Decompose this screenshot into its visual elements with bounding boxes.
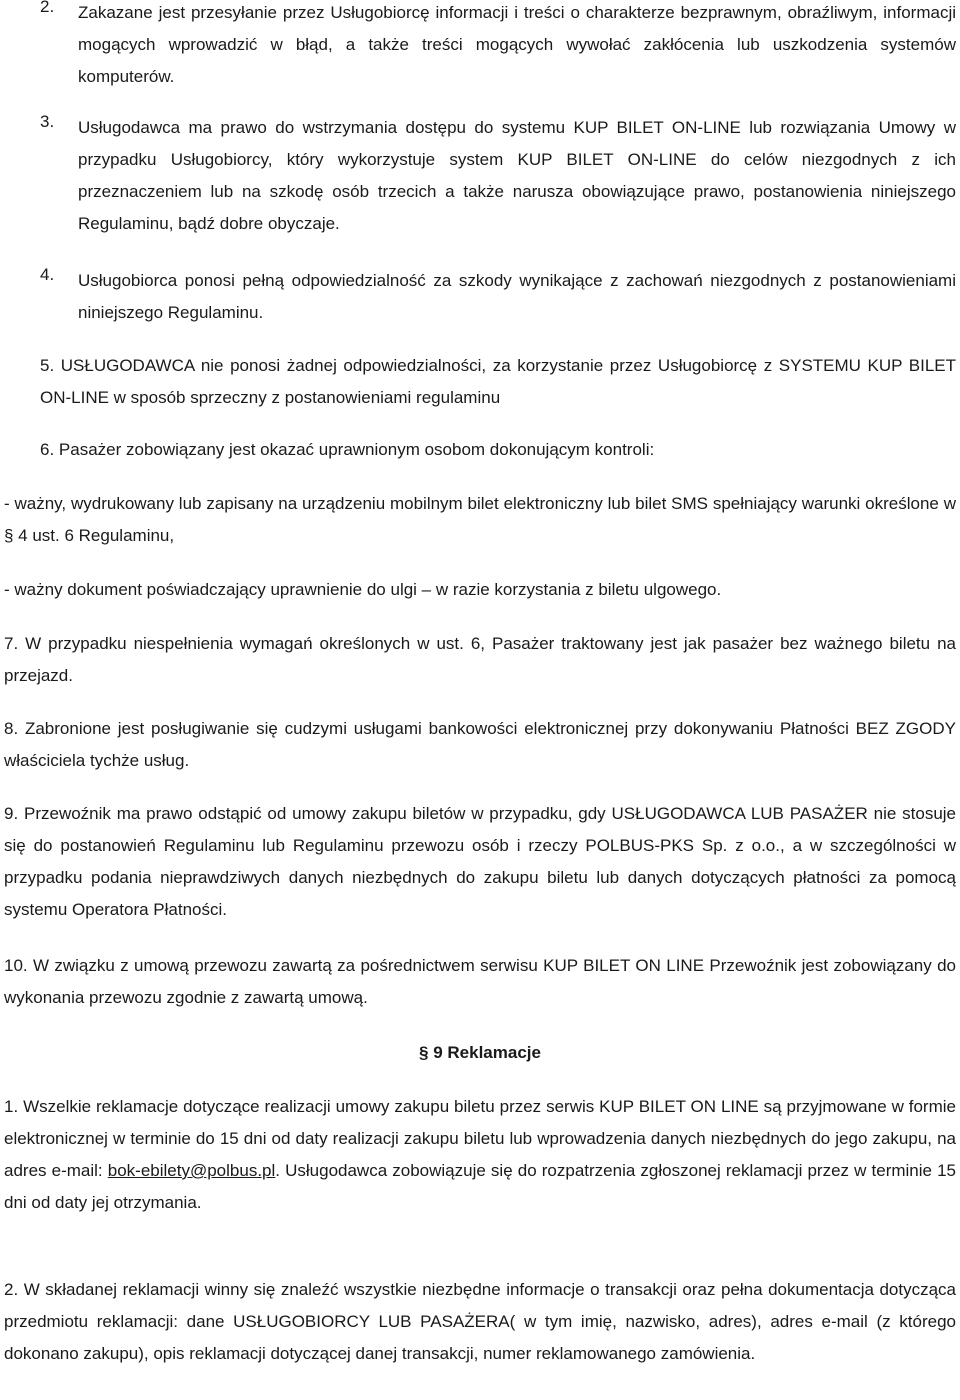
item-4-text: Usługobiorca ponosi pełną odpowiedzialność za szkody wynikające z zachowań niezgodnych z postanowieniami niniejszego Regulaminu.: [78, 271, 956, 322]
item-3-number: 3.: [40, 112, 55, 131]
complaint-rule-2: 2. W składanej reklamacji winny się znaleźć wszystkie niezbędne informacje o transakcji oraz pełna dokumentacja dotycząca przedmiotu reklamacji: dane USŁUGOBIORCY LUB PASAŻERA( w tym imię, nazwisko, adres), adres e-mail (z którego dokonano zakupu), opis reklamacji dotyczącej danej transakcji, numer reklamowanego zamówienia.: [4, 1280, 956, 1363]
item-2-text: Zakazane jest przesyłanie przez Usługobiorcę informacji i treści o charakterze bezprawnym, obraźliwym, informacji mogących wprowadzić w błąd, a także treści mogących wywołać zakłócenia lub uszkodzenia systemów komputerów.: [78, 3, 956, 86]
item-9: 9. Przewoźnik ma prawo odstąpić od umowy zakupu biletów w przypadku, gdy USŁUGODAWCA LUB PASAŻER nie stosuje się do postanowień Regulaminu lub Regulaminu przewozu osób i rzeczy POLBUS-PKS Sp. z o.o., a w szczególności w przypadku podania nieprawdziwych danych niezbędnych do zakupu biletu lub danych dotyczących płatności za pomocą systemu Operatora Płatności.: [4, 804, 956, 919]
email-link[interactable]: bok-ebilety@polbus.pl: [107, 1161, 276, 1180]
item-5: 5. USŁUGODAWCA nie ponosi żadnej odpowiedzialności, za korzystanie przez Usługobiorcę z SYSTEMU KUP BILET ON-LINE w sposób sprzeczny z postanowieniami regulaminu: [40, 356, 956, 407]
item-2: [40, 0, 956, 93]
item-4-number: 4.: [40, 265, 55, 284]
item-3-text: Usługodawca ma prawo do wstrzymania dostępu do systemu KUP BILET ON-LINE lub rozwiązania Umowy w przypadku Usługobiorcy, który wykorzystuje system KUP BILET ON-LINE do celów niezgodnych z ich przeznaczeniem lub na szkodę osób trzecich a także narusza obowiązujące prawo, postanowienia niniejszego Regulaminu, bądź dobre obyczaje.: [78, 118, 956, 233]
section-heading: § 9 Reklamacje: [419, 1043, 541, 1062]
item-2-number: 2.: [40, 0, 55, 16]
item-8: 8. Zabronione jest posługiwanie się cudzymi usługami bankowości elektronicznej przy dokonywaniu Płatności BEZ ZGODY właściciela tychże usług.: [4, 719, 956, 770]
complaint-rule-1-text-end: . Usługodawca zobowiązuje się do rozpatrzenia zgłoszonej reklamacji przez w terminie 15 dni od daty jej otrzymania.: [4, 1161, 957, 1212]
item-10: 10. W związku z umową przewozu zawartą za pośrednictwem serwisu KUP BILET ON LINE Przewoźnik jest zobowiązany do wykonania przewozu zgodnie z zawartą umową.: [4, 956, 956, 1007]
item-3: [40, 112, 956, 240]
required-document-2: - ważny dokument poświadczający uprawnienie do ulgi – w razie korzystania z biletu ulgowego.: [4, 580, 722, 599]
required-document-1: - ważny, wydrukowany lub zapisany na urządzeniu mobilnym bilet elektroniczny lub bilet SMS spełniający warunki określone w § 4 ust. 6 Regulaminu,: [4, 494, 956, 545]
complaint-rule-1-text: 1. Wszelkie reklamacje dotyczące realizacji umowy zakupu biletu przez serwis KUP BILET ON LINE są przyjmowane w formie elektronicznej w terminie do 15 dni od daty realizacji zakupu biletu lub wprowadzenia danych niezbędnych do jego zakupu, na adres e-mail:: [4, 1097, 956, 1180]
complaint-rule-1: [4, 1091, 956, 1219]
item-4: [40, 265, 956, 329]
item-7: 7. W przypadku niespełnienia wymagań określonych w ust. 6, Pasażer traktowany jest jak pasażer bez ważnego biletu na przejazd.: [4, 634, 956, 685]
item-6: 6. Pasażer zobowiązany jest okazać uprawnionym osobom dokonującym kontroli:: [40, 440, 655, 459]
